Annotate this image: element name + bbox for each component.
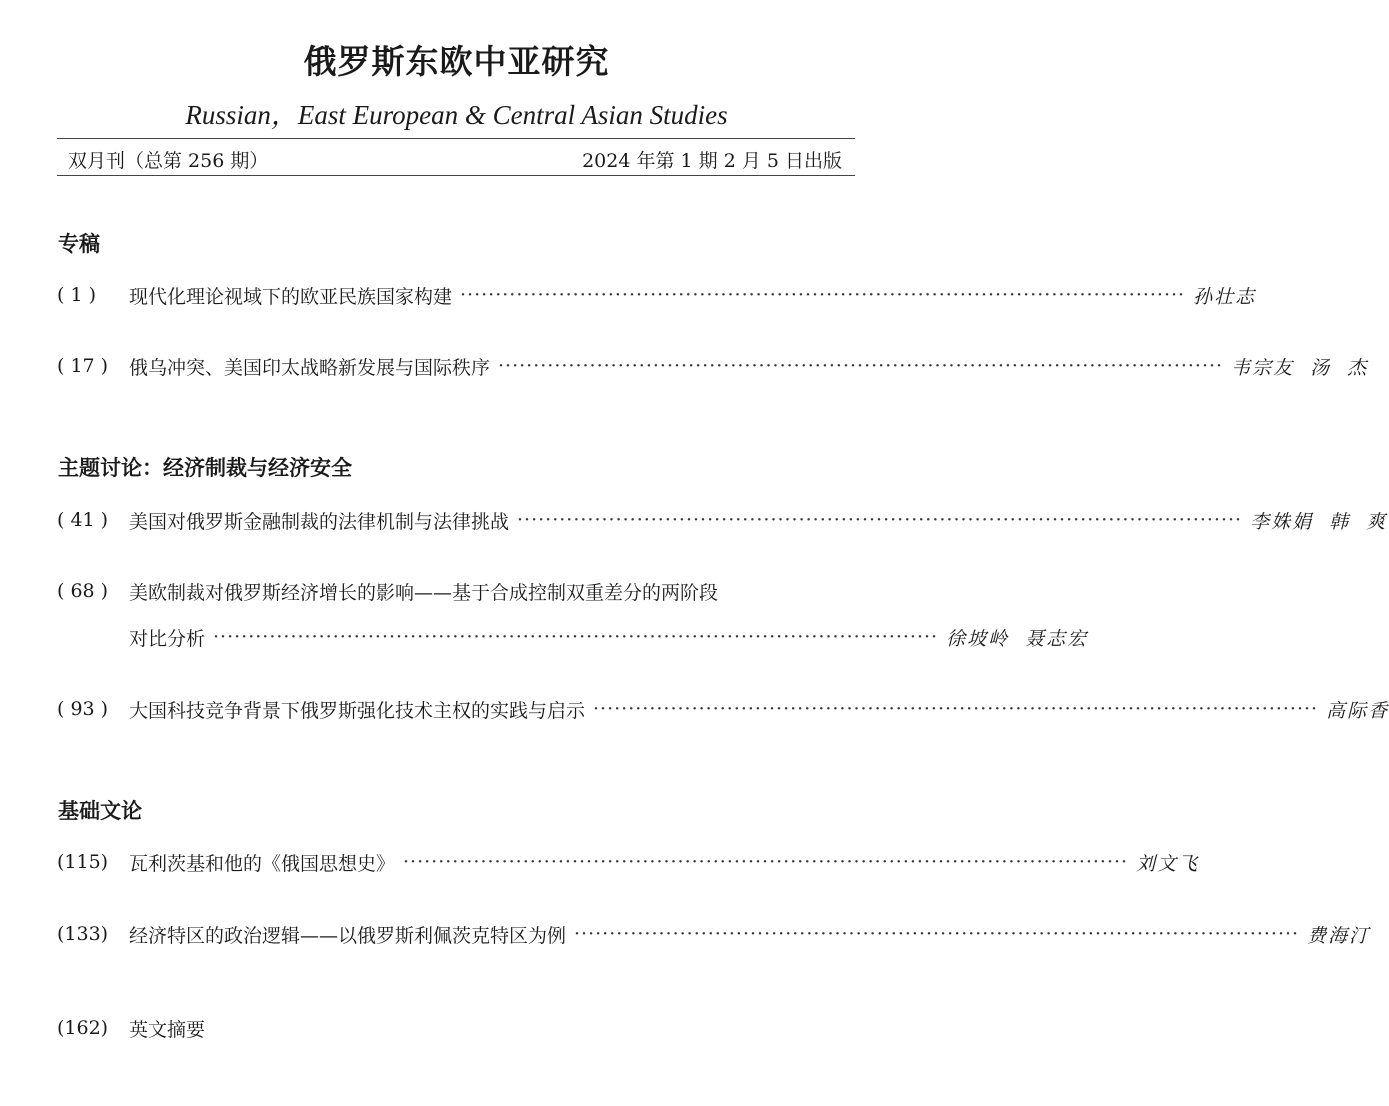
toc-authors: 刘文飞: [1136, 852, 1200, 875]
toc-entry[interactable]: [57, 847, 1200, 877]
toc-page: ( 41 ): [57, 509, 109, 531]
toc-title: 俄乌冲突、美国印太战略新发展与国际秩序: [129, 356, 491, 379]
toc-entry[interactable]: [57, 694, 1389, 724]
section-heading-special: 专稿: [58, 232, 100, 256]
section-heading-theme: 主题讨论：经济制裁与经济安全: [58, 456, 352, 480]
toc-entry[interactable]: [57, 505, 1388, 535]
toc-title: 美国对俄罗斯金融制裁的法律机制与法律挑战: [129, 510, 510, 533]
toc-title-continued: 对比分析: [129, 627, 206, 650]
section-heading-basic: 基础文论: [58, 799, 142, 823]
toc-entry[interactable]: [57, 280, 1257, 310]
toc-entry[interactable]: [57, 1013, 855, 1043]
toc-title: 美欧制裁对俄罗斯经济增长的影响——基于合成控制双重差分的两阶段: [129, 581, 719, 604]
toc-leader-dots: ·······································································································: [403, 851, 1129, 873]
toc-page: ( 68 ): [57, 580, 109, 602]
toc-authors: 李姝娟 韩 爽: [1250, 510, 1388, 533]
toc-title: 英文摘要: [129, 1018, 206, 1041]
toc-leader-dots: ·······································································································: [574, 923, 1300, 945]
issue-frequency: 双月刊（总第 256 期）: [68, 150, 269, 172]
toc-page: (133): [57, 923, 109, 945]
toc-page: (162): [57, 1017, 109, 1039]
toc-authors: 孙壮志: [1193, 285, 1257, 308]
toc-title: 大国科技竞争背景下俄罗斯强化技术主权的实践与启示: [129, 699, 586, 722]
journal-subtitle: Russian，East European & Central Asian Studies: [185, 100, 728, 130]
issue-date: 2024 年第 1 期 2 月 5 日出版: [582, 150, 842, 172]
toc-authors: 费海汀: [1307, 924, 1371, 947]
toc-authors: 高际香: [1326, 699, 1389, 722]
journal-title: 俄罗斯东欧中亚研究: [303, 42, 610, 81]
toc-page: ( 17 ): [57, 355, 109, 377]
toc-authors: 徐坡岭 聂志宏: [946, 627, 1089, 650]
toc-page: ( 1 ): [57, 284, 96, 306]
toc-title: 现代化理论视域下的欧亚民族国家构建: [129, 285, 453, 308]
toc-leader-dots: ·······································································································: [498, 355, 1224, 377]
toc-title: 经济特区的政治逻辑——以俄罗斯利佩茨克特区为例: [129, 924, 567, 947]
toc-authors: 韦宗友 汤 杰: [1231, 356, 1369, 379]
toc-entry[interactable]: [57, 351, 1369, 381]
toc-leader-dots: ·······································································································: [593, 698, 1319, 720]
toc-title: 瓦利茨基和他的《俄国思想史》: [129, 852, 396, 875]
toc-leader-dots: ·······································································································: [213, 626, 939, 648]
toc-entry[interactable]: [57, 919, 1371, 949]
toc-entry-continuation[interactable]: [129, 622, 1089, 652]
toc-page: (115): [57, 851, 109, 873]
toc-leader-dots: ·······································································································: [460, 284, 1186, 306]
toc-leader-dots: ·······································································································: [517, 509, 1243, 531]
bottom-rule: [57, 175, 855, 176]
toc-page: ( 93 ): [57, 698, 109, 720]
toc-entry[interactable]: [57, 576, 855, 606]
top-rule: [57, 138, 855, 139]
